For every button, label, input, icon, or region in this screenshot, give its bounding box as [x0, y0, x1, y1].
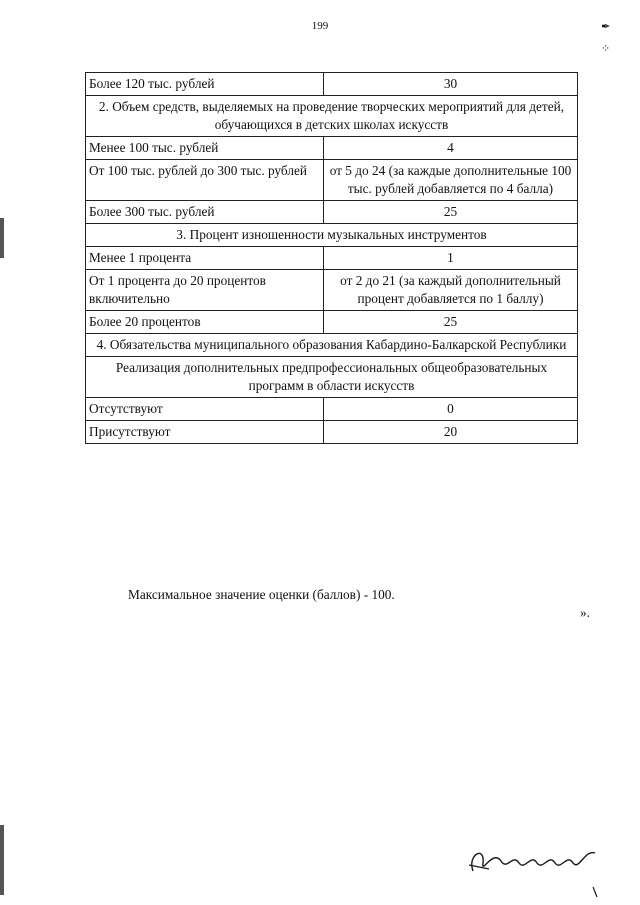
table-row	[86, 270, 578, 311]
score-cell: 25	[324, 201, 578, 224]
criterion-cell: Отсутствуют	[86, 398, 324, 421]
criterion-cell: Более 20 процентов	[86, 311, 324, 334]
criterion-cell: Присутствуют	[86, 421, 324, 444]
scan-edge-mark	[0, 218, 4, 258]
score-cell: от 2 до 21 (за каждый дополнительный процент добавляется по 1 баллу)	[324, 270, 578, 311]
criterion-cell: От 100 тыс. рублей до 300 тыс. рублей	[86, 160, 324, 201]
criterion-cell: Более 120 тыс. рублей	[86, 73, 324, 96]
table-row	[86, 137, 578, 160]
section-header-row	[86, 96, 578, 137]
section-title: 2. Объем средств, выделяемых на проведение творческих мероприятий для детей, обучающихся в детских школах искусств	[86, 96, 578, 137]
handwritten-signature	[455, 835, 615, 900]
section-title: 3. Процент изношенности музыкальных инструментов	[86, 224, 578, 247]
section-header-row	[86, 357, 578, 398]
criterion-cell: От 1 процента до 20 процентов включительно	[86, 270, 324, 311]
score-cell: от 5 до 24 (за каждые дополнительные 100 тыс. рублей добавляется по 4 балла)	[324, 160, 578, 201]
section-header-row	[86, 224, 578, 247]
table-row	[86, 201, 578, 224]
max-score-note: Максимальное значение оценки (баллов) - 100.	[128, 587, 395, 602]
table-row	[86, 160, 578, 201]
criterion-cell: Более 300 тыс. рублей	[86, 201, 324, 224]
score-cell: 25	[324, 311, 578, 334]
table-row	[86, 73, 578, 96]
score-cell: 4	[324, 137, 578, 160]
table-row	[86, 398, 578, 421]
score-cell: 20	[324, 421, 578, 444]
score-cell: 0	[324, 398, 578, 421]
section-title: 4. Обязательства муниципального образования Кабардино-Балкарской Республики	[86, 334, 578, 357]
scan-edge-mark	[0, 825, 4, 895]
table-row	[86, 247, 578, 270]
section-header-row	[86, 334, 578, 357]
score-cell: 30	[324, 73, 578, 96]
closing-quote: ».	[580, 605, 590, 620]
scan-marks: ✒ ⁘	[601, 21, 611, 55]
criterion-cell: Менее 100 тыс. рублей	[86, 137, 324, 160]
criteria-table	[85, 72, 578, 444]
score-cell: 1	[324, 247, 578, 270]
table-row	[86, 311, 578, 334]
section-title: Реализация дополнительных предпрофессиональных общеобразовательных программ в области искусств	[86, 357, 578, 398]
page-number: 199	[311, 20, 329, 32]
table-row	[86, 421, 578, 444]
criterion-cell: Менее 1 процента	[86, 247, 324, 270]
